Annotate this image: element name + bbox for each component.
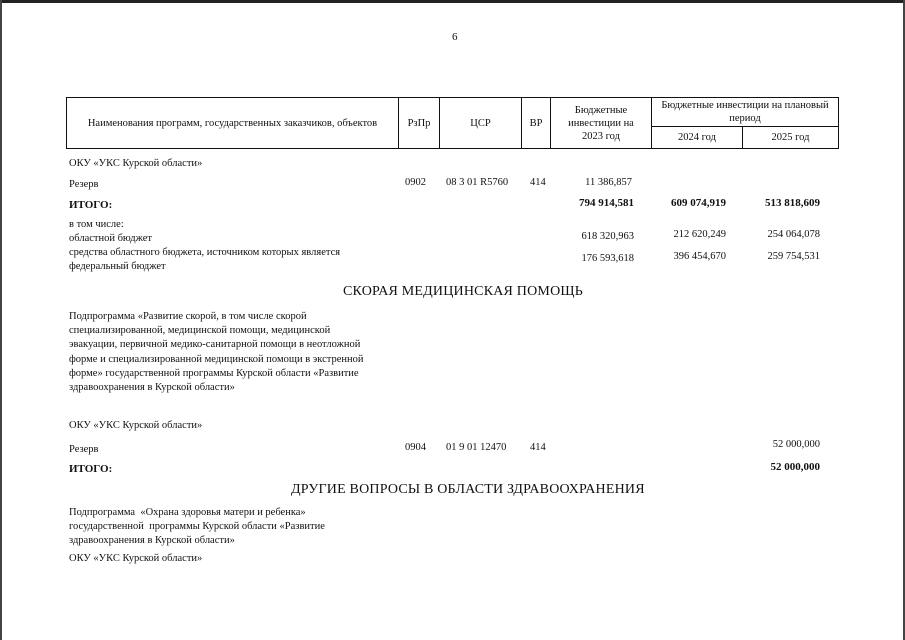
subprogram-line: здравоохранения в Курской области» [69, 382, 235, 394]
section-title-other-health: ДРУГИЕ ВОПРОСЫ В ОБЛАСТИ ЗДРАВООХРАНЕНИЯ [291, 482, 645, 497]
including-label: в том числе: [69, 219, 124, 230]
federal-2025: 259 754,531 [767, 251, 820, 262]
scan-border-left [0, 0, 2, 640]
total-2025: 513 818,609 [765, 197, 820, 209]
total-2024: 609 074,919 [671, 197, 726, 209]
subprogram-line: Подпрограмма «Развитие скорой, в том числе скорой [69, 311, 307, 322]
reserve-rzpr: 0904 [405, 442, 426, 453]
header-planned-line: период [729, 113, 761, 124]
federal-funds-label-line: средства областного бюджета, источником которых является [69, 247, 341, 258]
total-2023: 794 914,581 [579, 197, 634, 209]
regional-budget-label: областной бюджет [69, 233, 152, 244]
regional-2023: 618 320,963 [581, 231, 634, 242]
header-name: Наименования программ, государственных заказчиков, объектов [87, 117, 378, 129]
reserve-label: Резерв [69, 179, 99, 190]
reserve-2023: 11 386,857 [585, 177, 632, 188]
subprogram-line: государственной программы Курской области «Развитие [69, 521, 325, 533]
subprogram-line: эвакуации, первичной медико-санитарной помощи в неотложной [69, 339, 361, 351]
regional-2025: 254 064,078 [767, 229, 820, 240]
federal-funds-label-line: федеральный бюджет [69, 261, 166, 272]
subprogram-line: Подпрограмма «Охрана здоровья матери и ребенка» [69, 507, 306, 518]
scan-border-top [0, 0, 905, 3]
table-header [66, 97, 839, 149]
subprogram-line: специализированной, медицинской помощи, медицинской [69, 325, 331, 337]
customer-label: ОКУ «УКС Курской области» [69, 158, 203, 169]
header-vr: ВР [529, 117, 543, 129]
reserve-2025: 52 000,000 [772, 439, 820, 450]
header-planned-period [652, 98, 838, 126]
total-label: ИТОГО: [69, 199, 113, 211]
reserve-rzpr: 0902 [405, 177, 426, 188]
subprogram-line: здравоохранения в Курской области» [69, 535, 235, 547]
regional-2024: 212 620,249 [673, 229, 726, 240]
section-title-emergency: СКОРАЯ МЕДИЦИНСКАЯ ПОМОЩЬ [343, 284, 583, 299]
subprogram-line: форме и специализированной медицинской помощи в экстренной [69, 353, 364, 365]
header-budget-2023-line: Бюджетные [574, 104, 628, 116]
subprogram-emergency [69, 310, 409, 395]
header-rzpr: РзПр [407, 117, 431, 129]
header-2024: 2024 год [678, 132, 716, 143]
header-budget-2023-line: 2023 год [582, 130, 620, 142]
reserve-label: Резерв [69, 444, 99, 455]
header-2025: 2025 год [771, 132, 810, 143]
customer-label: ОКУ «УКС Курской области» [69, 553, 203, 564]
header-planned-line: Бюджетные инвестиции на плановый [661, 100, 829, 111]
federal-2024: 396 454,670 [673, 251, 726, 262]
header-csr: ЦСР [470, 117, 491, 129]
customer-label: ОКУ «УКС Курской области» [69, 420, 203, 431]
total-label: ИТОГО: [69, 463, 113, 475]
reserve-vr: 414 [530, 442, 546, 453]
reserve-csr: 01 9 01 12470 [446, 442, 507, 453]
subprogram-maternal [69, 506, 389, 549]
reserve-vr: 414 [530, 177, 546, 188]
federal-2023: 176 593,618 [581, 253, 634, 264]
page-number: 6 [452, 31, 458, 43]
subprogram-line: форме» государственной программы Курской области «Развитие [69, 367, 359, 379]
total-2025: 52 000,000 [770, 461, 820, 473]
header-budget-2023-line: инвестиции на [568, 117, 634, 129]
header-budget-2023 [551, 98, 651, 148]
reserve-csr: 08 3 01 R5760 [446, 177, 509, 188]
